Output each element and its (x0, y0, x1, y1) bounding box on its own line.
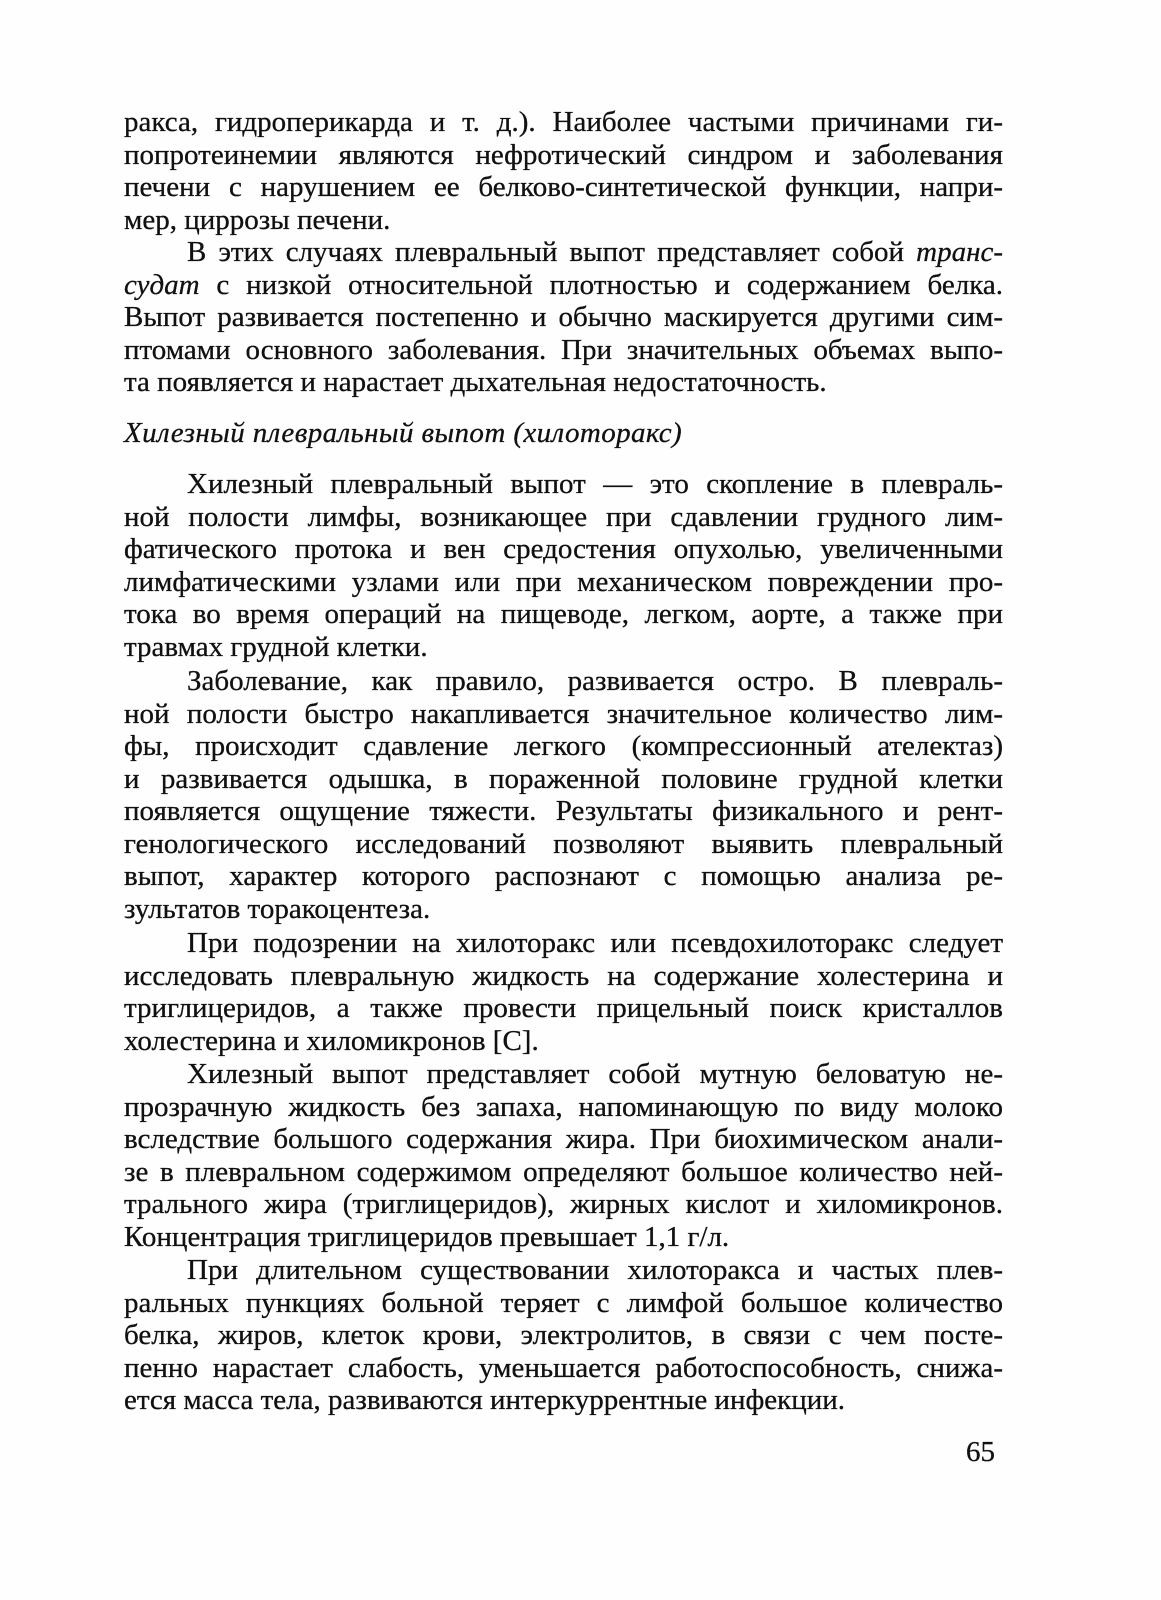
paragraph (124, 1058, 1003, 1253)
text-line (124, 1287, 1003, 1320)
text-line (124, 1352, 1003, 1385)
line-text: Хилезный плевральный выпот — это скопление в плевраль- (187, 468, 1003, 500)
line-text: лимфатическими узлами или при механическом повреждении про- (124, 565, 1003, 598)
line-text: с низкой относительной плотностью и содержанием белка. (216, 268, 1003, 301)
line-text: зе в плевральном содержимом определяют большое количество ней- (124, 1155, 1003, 1188)
text-line (124, 960, 1003, 993)
line-text: та появляется и нарастает дыхательная недостаточность. (124, 366, 827, 398)
paragraph (124, 106, 1003, 236)
italic-term: транс- (916, 236, 1004, 268)
line-text: мер, циррозы печени. (124, 203, 391, 236)
text-line (124, 1254, 1003, 1287)
line-text: прозрачную жидкость без запаха, напоминающую по виду молоко (124, 1090, 1003, 1123)
line-text: триглицеридов, а также провести прицельный поиск кристаллов (124, 992, 1003, 1024)
text-line (124, 1058, 1003, 1091)
text-line (124, 763, 1003, 796)
text-line (124, 927, 1003, 960)
text-line (124, 1221, 1003, 1254)
line-text: и развивается одышка, в пораженной половине грудной клетки (124, 762, 1003, 795)
line-text: Концентрация триглицеридов превышает 1,1 г/л. (124, 1220, 730, 1253)
line-text: тока во время операций на пищеводе, легком, аорте, а также при (124, 598, 1003, 630)
paragraph (124, 665, 1003, 925)
text-line (124, 698, 1003, 731)
text-line (124, 566, 1003, 599)
line-text: выпот, характер которого распознают с помощью анализа ре- (124, 860, 1003, 892)
text-line (124, 106, 1003, 139)
text-line (124, 501, 1003, 534)
line-text: птомами основного заболевания. При значительных объемах выпо- (124, 333, 1003, 366)
text-line (124, 468, 1003, 501)
text-line (124, 893, 1003, 926)
line-text: пенно нарастает слабость, уменьшается работоспособность, снижа- (124, 1351, 1003, 1384)
line-text: фы, происходит сдавление легкого (компрессионный ателектаз) (124, 730, 1003, 762)
line-text: Хилезный выпот представляет собой мутную беловатую не- (187, 1058, 1003, 1090)
text-column (124, 106, 1003, 1469)
text-line (124, 828, 1003, 861)
text-line (124, 1091, 1003, 1124)
text-line (124, 730, 1003, 763)
line-content (187, 236, 1003, 269)
text-line (124, 1188, 1003, 1221)
text-line (124, 1384, 1003, 1417)
text-line (124, 533, 1003, 566)
line-text: травмах грудной клетки. (124, 630, 428, 663)
line-text: Выпот развивается постепенно и обычно маскируется другими сим- (124, 301, 1003, 333)
text-line (124, 171, 1003, 204)
text-line (124, 992, 1003, 1025)
text-line (124, 795, 1003, 828)
paragraph (124, 236, 1003, 399)
line-text: белка, жиров, клеток крови, электролитов, в связи с чем посте- (124, 1319, 1003, 1351)
line-text: При подозрении на хилоторакс или псевдохилоторакс следует (187, 927, 1003, 959)
line-text: В этих случаях плевральный выпот представляет собой (187, 236, 905, 268)
line-text: появляется ощущение тяжести. Результаты физикального и рент- (124, 795, 1003, 827)
text-line (124, 1025, 1003, 1058)
text-line (124, 301, 1003, 334)
text-line (124, 1319, 1003, 1352)
line-text: ной полости быстро накапливается значительное количество лим- (124, 697, 1003, 730)
text-line (124, 204, 1003, 237)
line-text: фатического протока и вен средостения опухолью, увеличенными (124, 533, 1003, 565)
line-text: холестерина и хиломикронов [C]. (124, 1024, 539, 1057)
text-line (124, 598, 1003, 631)
line-text: генологического исследований позволяют выявить плевральный (124, 827, 1003, 860)
text-line (124, 631, 1003, 664)
text-line (124, 1156, 1003, 1189)
paragraph (124, 468, 1003, 663)
line-text: Заболевание, как правило, развивается остро. В плевраль- (187, 665, 1003, 697)
text-line (124, 139, 1003, 172)
line-text: попротеинемии являются нефротический синдром и заболевания (124, 138, 1003, 171)
page-number: 65 (966, 1436, 995, 1468)
line-text: трального жира (триглицеридов), жирных кислот и хиломикронов. (124, 1188, 1003, 1220)
line-text: ракса, гидроперикарда и т. д.). Наиболее частыми причинами ги- (124, 106, 1003, 138)
paragraph (124, 1254, 1003, 1417)
line-text: При длительном существовании хилоторакса и частых плев- (187, 1254, 1003, 1286)
text-line (124, 334, 1003, 367)
text-line (124, 269, 1003, 302)
section-heading: Хилезный плевральный выпот (хилоторакс) (124, 417, 683, 449)
text-line (124, 236, 1003, 269)
text-line (124, 665, 1003, 698)
italic-term: судат (124, 268, 200, 301)
paragraph (124, 927, 1003, 1057)
line-text: ной полости лимфы, возникающее при сдавлении грудного лим- (124, 500, 1003, 533)
line-text: исследовать плевральную жидкость на содержание холестерина и (124, 959, 1003, 992)
line-text: ральных пункциях больной теряет с лимфой большое количество (124, 1286, 1003, 1319)
text-line (124, 1123, 1003, 1156)
line-text: печени с нарушением ее белково-синтетической функции, напри- (124, 171, 1003, 203)
line-content (124, 269, 1003, 302)
line-text: вследствие большого содержания жира. При биохимическом анали- (124, 1123, 1003, 1155)
line-text: ется масса тела, развиваются интеркуррентные инфекции. (124, 1384, 846, 1416)
line-text: зультатов торакоцентеза. (124, 892, 431, 925)
text-line (124, 860, 1003, 893)
text-line (124, 366, 1003, 399)
